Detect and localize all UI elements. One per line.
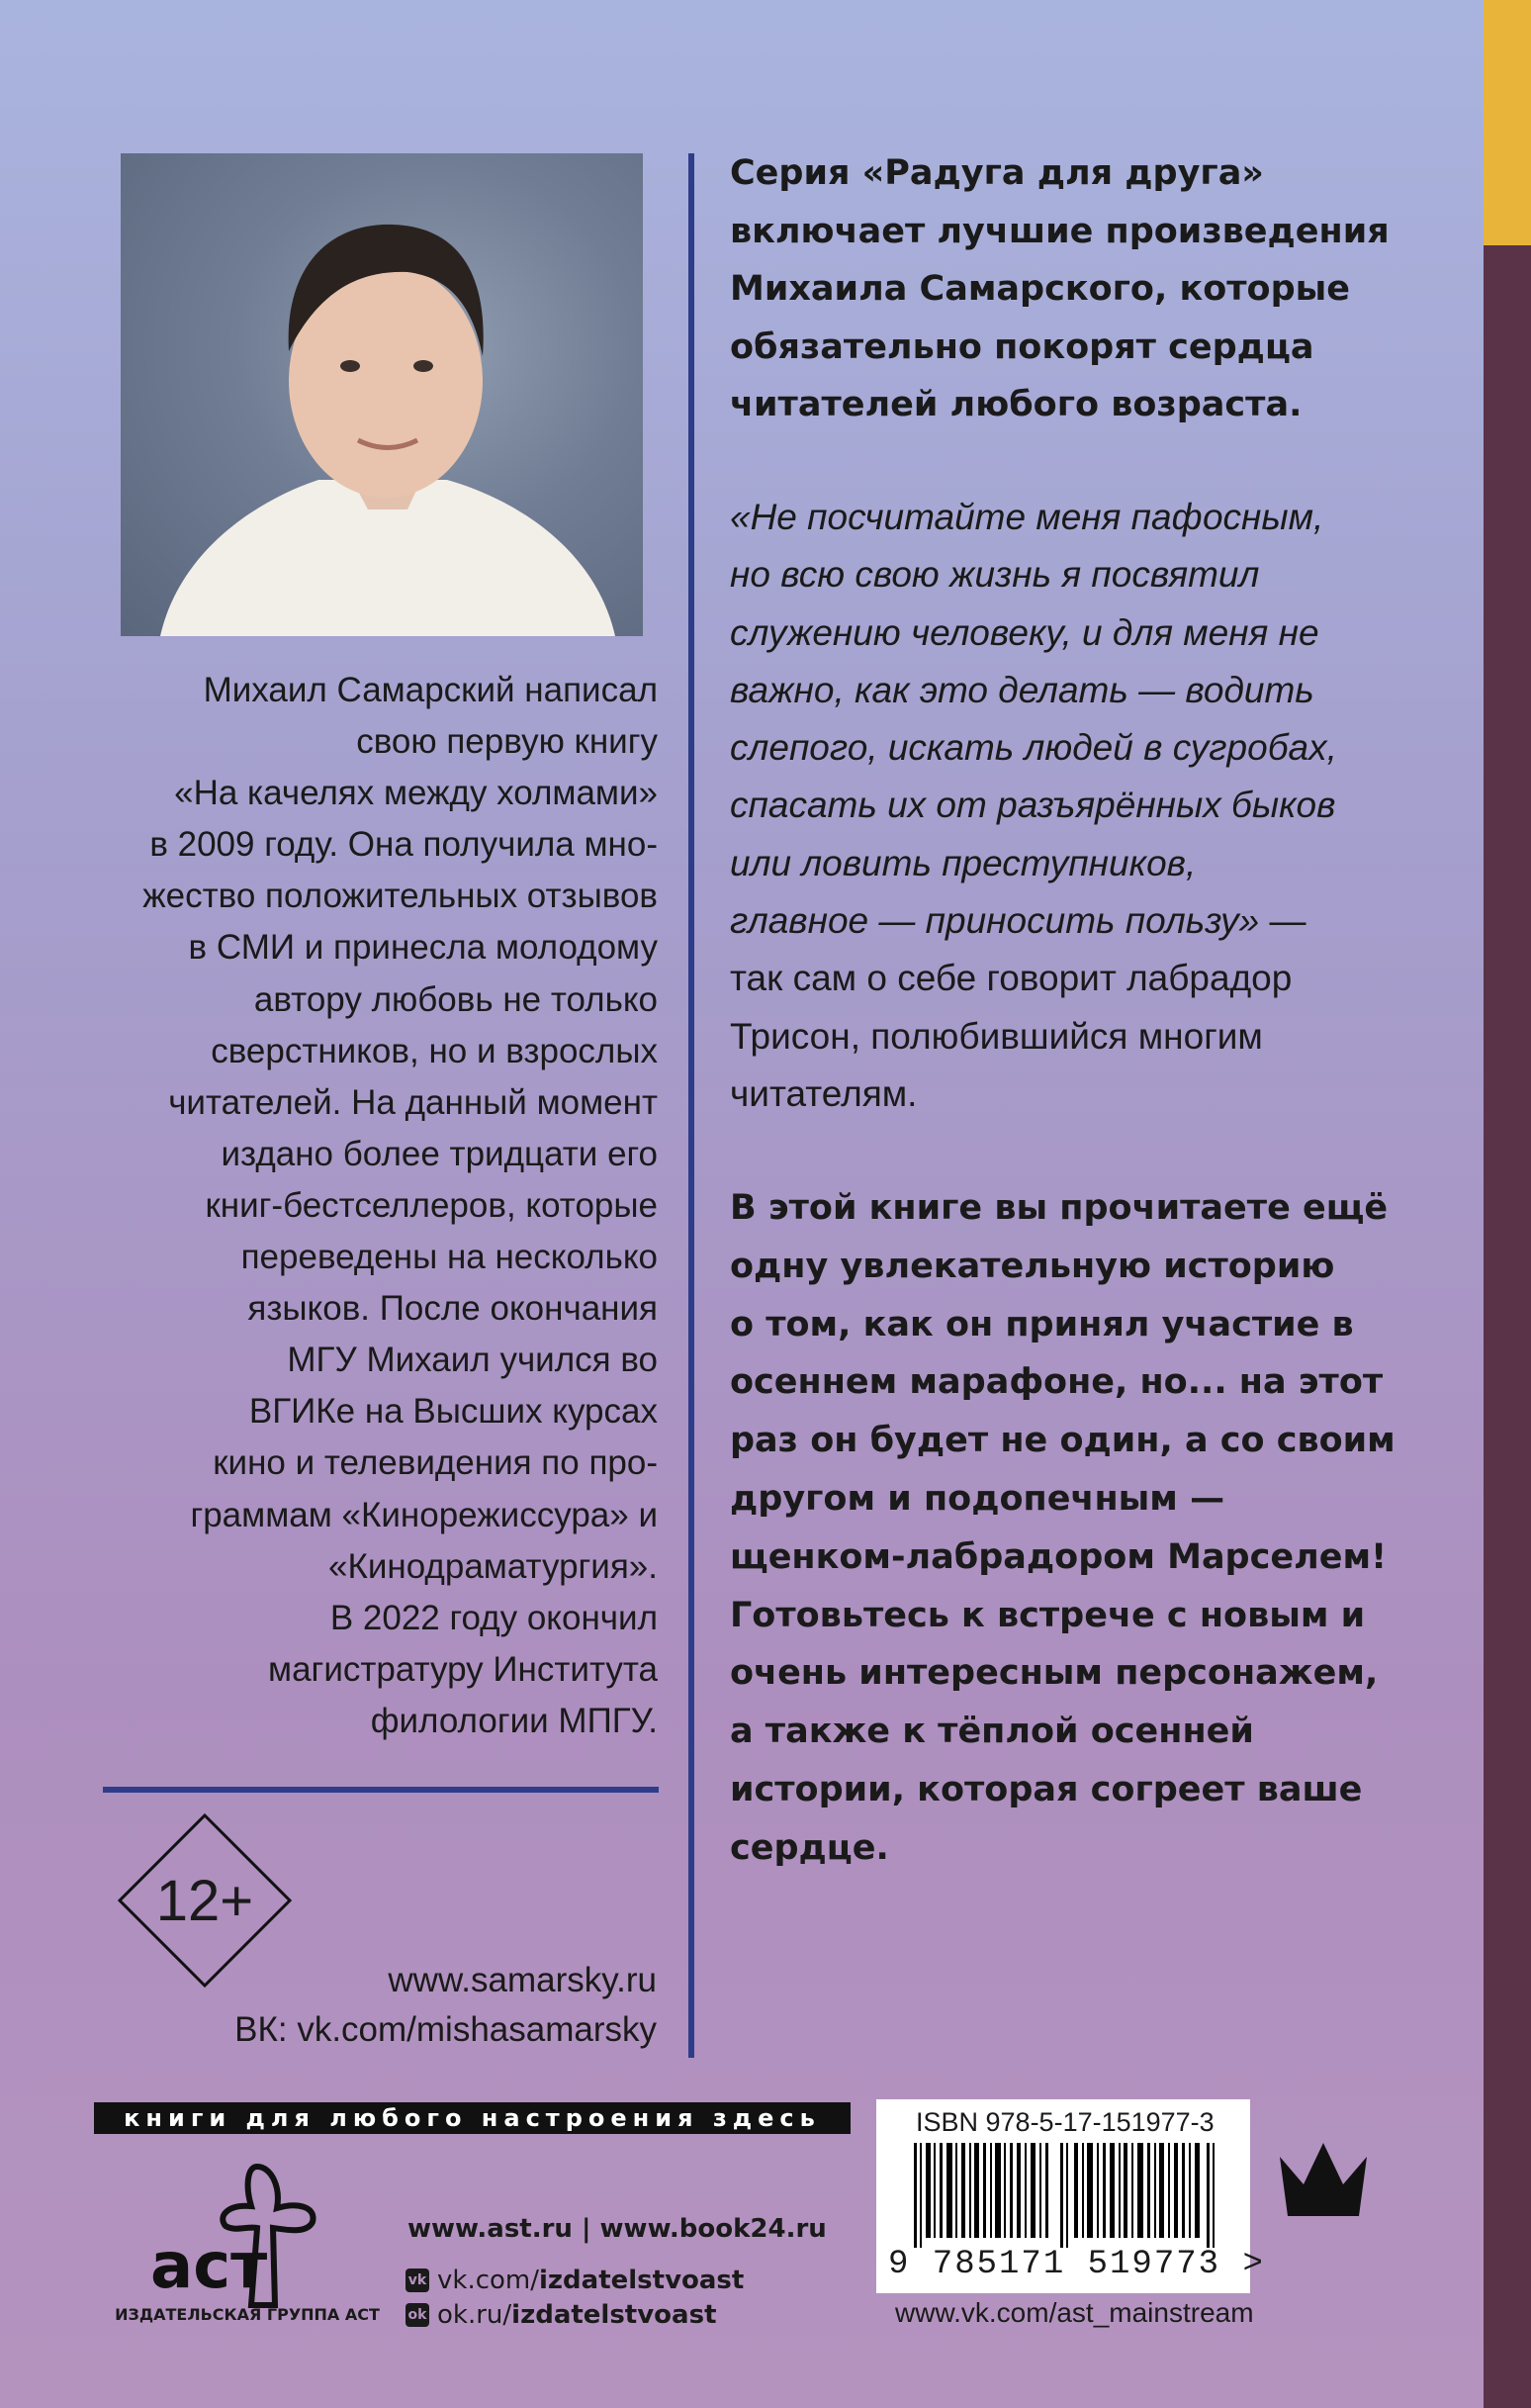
- author-bio: Михаил Самарский написал свою первую книгу «На качелях между холмами» в 2009 году. Она получила мно- жество положительных отзывов в СМИ и принесла молодому автору любовь не только сверстников, но и взрослых читателей. На данный момент издано более тридцати его книг-бестселлеров, которые переведены на несколько языков. После окончания МГУ Михаил учился во ВГИКе на Высших курсах кино и телевидения по про- граммам «Кинорежиссура» и «Кинодраматургия». В 2022 году окончил магистратуру Института филологии МПГУ.: [142, 671, 658, 1740]
- publisher-ok[interactable]: [405, 2300, 717, 2330]
- ok-icon: ok: [405, 2303, 429, 2327]
- ast-logo-text: аст: [150, 2230, 268, 2303]
- author-website-link[interactable]: www.samarsky.ru: [388, 1961, 657, 1999]
- ast-mainstream-vk-link[interactable]: www.vk.com/ast_mainstream: [895, 2297, 1254, 2328]
- publisher-group-name: ИЗДАТЕЛЬСКАЯ ГРУППА АСТ: [115, 2305, 380, 2324]
- quote-attribution: — так сам о себе говорит лабрадор Трисон, полюбившийся многим читателям.: [730, 900, 1306, 1114]
- ok-handle: izdatelstvoast: [511, 2300, 717, 2330]
- plot-summary: В этой книге вы прочитаете ещё одну увлекательную историю о том, как он принял участие в осеннем марафоне, но... на этот раз он будет не один, а со своим другом и подопечным — щенком-лабрадором Марселем! Готовьтесь к встрече с новым и очень интересным персонажем, а также к тёплой осенней истории, которая согреет ваше сердце.: [730, 1188, 1396, 1868]
- crown-icon: [1276, 2139, 1371, 2230]
- vk-icon: vk: [405, 2269, 429, 2292]
- spine-gold-strip: [1484, 0, 1531, 245]
- character-quote: [730, 489, 1472, 1123]
- horizontal-divider: [103, 1787, 659, 1793]
- author-vk-link[interactable]: ВК: vk.com/mishasamarsky: [234, 2010, 657, 2049]
- barcode-bars: [914, 2143, 1220, 2248]
- vk-handle: izdatelstvoast: [539, 2266, 745, 2295]
- isbn-number: ISBN 978-5-17-151977-3: [916, 2107, 1215, 2137]
- age-rating-label: 12+: [155, 1868, 254, 1933]
- author-photo: [121, 153, 643, 636]
- barcode-panel: [876, 2099, 1265, 2293]
- vk-prefix: vk.com/: [437, 2266, 539, 2295]
- series-description: Серия «Радуга для друга» включает лучшие произведения Михаила Самарского, которые обязательно покорят сердца читателей любого возраста.: [730, 153, 1390, 424]
- ok-prefix: ok.ru/: [437, 2300, 512, 2330]
- vertical-divider: [688, 153, 694, 2058]
- publisher-websites[interactable]: www.ast.ru | www.book24.ru: [407, 2214, 827, 2244]
- ast-logo: [148, 2157, 336, 2315]
- barcode-digits: 9 785171 519773 >: [888, 2246, 1265, 2283]
- spine-plum-strip: [1484, 245, 1531, 2408]
- publisher-vk[interactable]: [405, 2266, 744, 2295]
- slogan-banner: книги для любого настроения здесь: [94, 2102, 851, 2134]
- quote-italic: «Не посчитайте меня пафосным, но всю свою жизнь я посвятил служению человеку, и для меня не важно, как это делать — водить слепого, искать людей в сугробах, спасать их от разъярённых быков или ловить преступников, главное — приносить пользу»: [730, 497, 1337, 942]
- age-rating-badge: [117, 1812, 293, 1989]
